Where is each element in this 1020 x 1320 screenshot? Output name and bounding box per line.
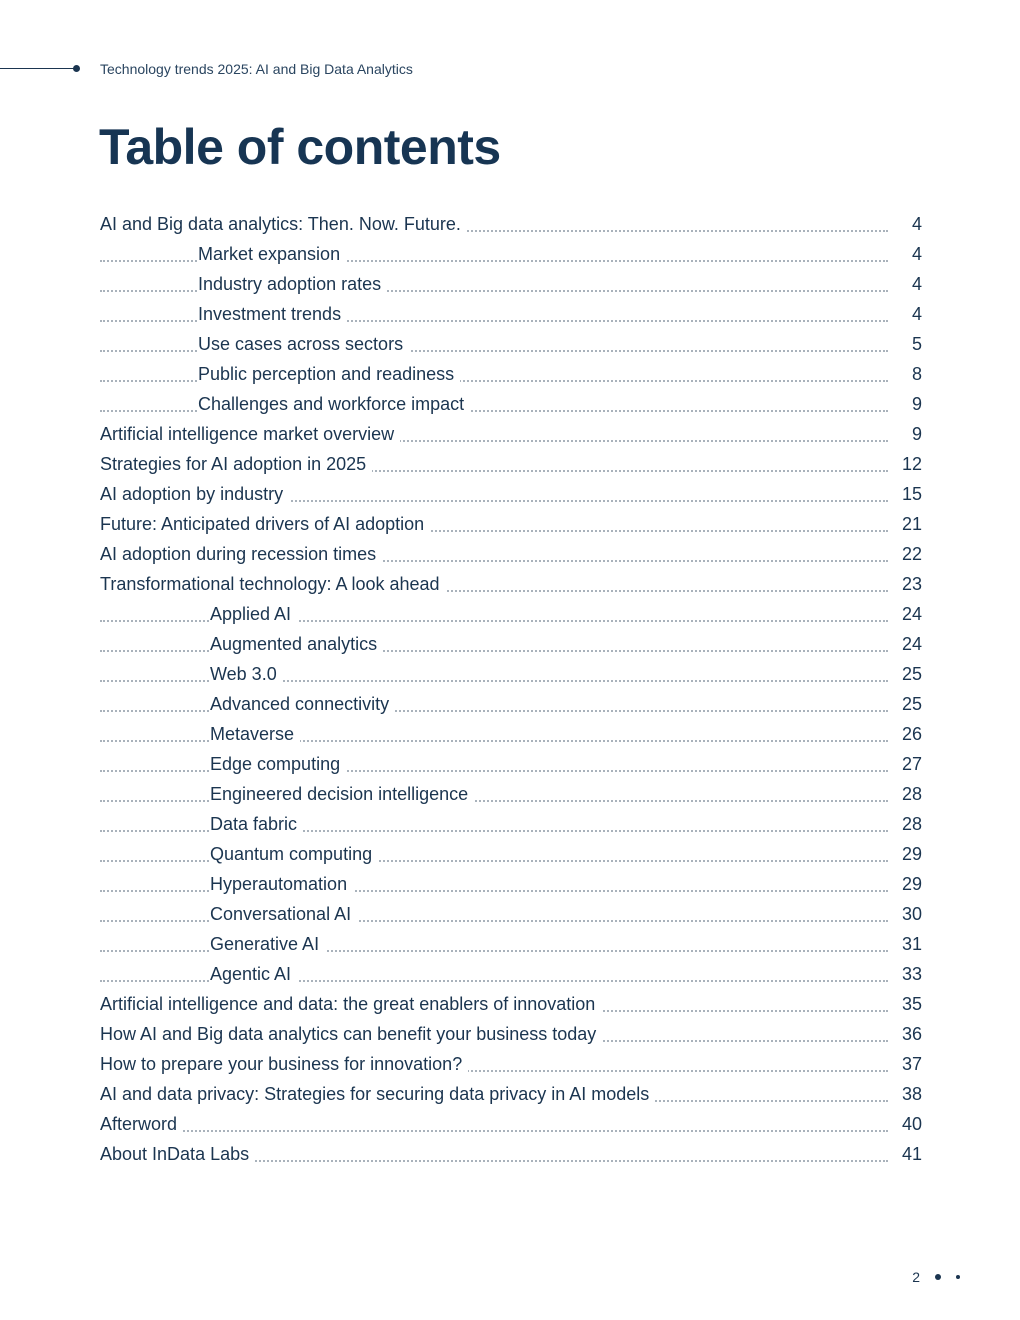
toc-entry[interactable] [0, 569, 1020, 599]
toc-entry-label: AI and Big data analytics: Then. Now. Future. [100, 214, 467, 234]
dot-leader [100, 1130, 888, 1132]
toc-entry-page: 15 [901, 484, 922, 504]
toc-entry-label: Challenges and workforce impact [198, 394, 470, 414]
running-header: Technology trends 2025: AI and Big Data Analytics [100, 61, 413, 77]
toc-entry[interactable] [0, 209, 1020, 239]
toc-entry-page: 25 [901, 664, 922, 684]
toc-entry-label: How to prepare your business for innovation? [100, 1054, 468, 1074]
header-dot [73, 65, 80, 72]
toc-entry-label: Applied AI [210, 604, 297, 624]
toc-entry[interactable] [0, 779, 1020, 809]
page-number: 2 [912, 1269, 920, 1285]
toc-entry-label: Strategies for AI adoption in 2025 [100, 454, 372, 474]
toc-entry[interactable] [0, 899, 1020, 929]
header-rule [0, 68, 74, 69]
toc-entry-page: 38 [901, 1084, 922, 1104]
toc-entry[interactable] [0, 419, 1020, 449]
toc-entry-page: 37 [901, 1054, 922, 1074]
toc-entry[interactable] [0, 239, 1020, 269]
toc-entry-page: 26 [901, 724, 922, 744]
toc-entry-page: 40 [901, 1114, 922, 1134]
toc-entry-label: Public perception and readiness [198, 364, 460, 384]
toc-entry-label: How AI and Big data analytics can benefit your business today [100, 1024, 602, 1044]
toc-entry-page: 4 [911, 244, 922, 264]
toc-entry-label: AI adoption by industry [100, 484, 289, 504]
toc-entry-label: Data fabric [210, 814, 303, 834]
toc-entry-page: 4 [911, 214, 922, 234]
toc-entry[interactable] [0, 599, 1020, 629]
toc-entry-label: Quantum computing [210, 844, 378, 864]
toc-entry-page: 9 [911, 394, 922, 414]
toc-entry-label: Conversational AI [210, 904, 357, 924]
toc-entry-page: 29 [901, 844, 922, 864]
toc-entry-label: Use cases across sectors [198, 334, 409, 354]
toc-entry[interactable] [0, 299, 1020, 329]
toc-entry-page: 9 [911, 424, 922, 444]
toc-entry-page: 23 [901, 574, 922, 594]
toc-entry[interactable] [0, 959, 1020, 989]
toc-entry-label: Web 3.0 [210, 664, 283, 684]
toc-entry[interactable] [0, 1139, 1020, 1169]
toc-entry[interactable] [0, 359, 1020, 389]
toc-entry-page: 8 [911, 364, 922, 384]
toc-entry-page: 41 [901, 1144, 922, 1164]
toc-entry-page: 28 [901, 784, 922, 804]
toc-entry[interactable] [0, 329, 1020, 359]
toc-entry[interactable] [0, 749, 1020, 779]
toc-entry-page: 12 [901, 454, 922, 474]
toc-entry-label: Future: Anticipated drivers of AI adoption [100, 514, 430, 534]
toc-entry-page: 27 [901, 754, 922, 774]
toc-entry-label: Advanced connectivity [210, 694, 395, 714]
toc-entry-label: Artificial intelligence market overview [100, 424, 400, 444]
toc-entry-label: Metaverse [210, 724, 300, 744]
page-title: Table of contents [99, 119, 501, 175]
toc-entry-page: 24 [901, 604, 922, 624]
table-of-contents [0, 209, 1020, 1169]
toc-entry[interactable] [0, 449, 1020, 479]
toc-entry-label: Industry adoption rates [198, 274, 387, 294]
footer-dot-small [956, 1275, 960, 1279]
toc-entry-page: 33 [901, 964, 922, 984]
toc-entry-label: Market expansion [198, 244, 346, 264]
toc-entry[interactable] [0, 929, 1020, 959]
toc-entry-label: Afterword [100, 1114, 183, 1134]
toc-entry-page: 22 [901, 544, 922, 564]
toc-entry[interactable] [0, 869, 1020, 899]
toc-entry-page: 25 [901, 694, 922, 714]
toc-entry[interactable] [0, 659, 1020, 689]
toc-entry[interactable] [0, 719, 1020, 749]
toc-entry[interactable] [0, 629, 1020, 659]
toc-entry[interactable] [0, 1049, 1020, 1079]
toc-entry[interactable] [0, 809, 1020, 839]
toc-entry-page: 24 [901, 634, 922, 654]
toc-entry-label: AI adoption during recession times [100, 544, 382, 564]
toc-entry-label: Transformational technology: A look ahead [100, 574, 446, 594]
toc-entry-page: 29 [901, 874, 922, 894]
toc-entry-label: Edge computing [210, 754, 346, 774]
toc-entry[interactable] [0, 1109, 1020, 1139]
toc-entry-page: 4 [911, 274, 922, 294]
toc-entry[interactable] [0, 989, 1020, 1019]
toc-entry-label: Augmented analytics [210, 634, 383, 654]
toc-entry[interactable] [0, 1019, 1020, 1049]
toc-entry-page: 35 [901, 994, 922, 1014]
toc-entry-label: Generative AI [210, 934, 325, 954]
toc-entry-label: Artificial intelligence and data: the great enablers of innovation [100, 994, 601, 1014]
toc-entry[interactable] [0, 839, 1020, 869]
toc-entry-label: Engineered decision intelligence [210, 784, 474, 804]
toc-entry-label: About InData Labs [100, 1144, 255, 1164]
toc-entry[interactable] [0, 389, 1020, 419]
toc-entry-page: 36 [901, 1024, 922, 1044]
toc-entry-label: AI and data privacy: Strategies for securing data privacy in AI models [100, 1084, 655, 1104]
toc-entry[interactable] [0, 479, 1020, 509]
toc-entry-page: 30 [901, 904, 922, 924]
toc-entry[interactable] [0, 539, 1020, 569]
toc-entry-label: Hyperautomation [210, 874, 353, 894]
toc-entry[interactable] [0, 1079, 1020, 1109]
toc-entry[interactable] [0, 689, 1020, 719]
toc-entry[interactable] [0, 269, 1020, 299]
toc-entry-label: Agentic AI [210, 964, 297, 984]
toc-entry-page: 5 [911, 334, 922, 354]
toc-entry-page: 21 [901, 514, 922, 534]
toc-entry-label: Investment trends [198, 304, 347, 324]
toc-entry-page: 28 [901, 814, 922, 834]
toc-entry-page: 31 [901, 934, 922, 954]
toc-entry-page: 4 [911, 304, 922, 324]
toc-entry[interactable] [0, 509, 1020, 539]
footer-dot-large [935, 1274, 941, 1280]
